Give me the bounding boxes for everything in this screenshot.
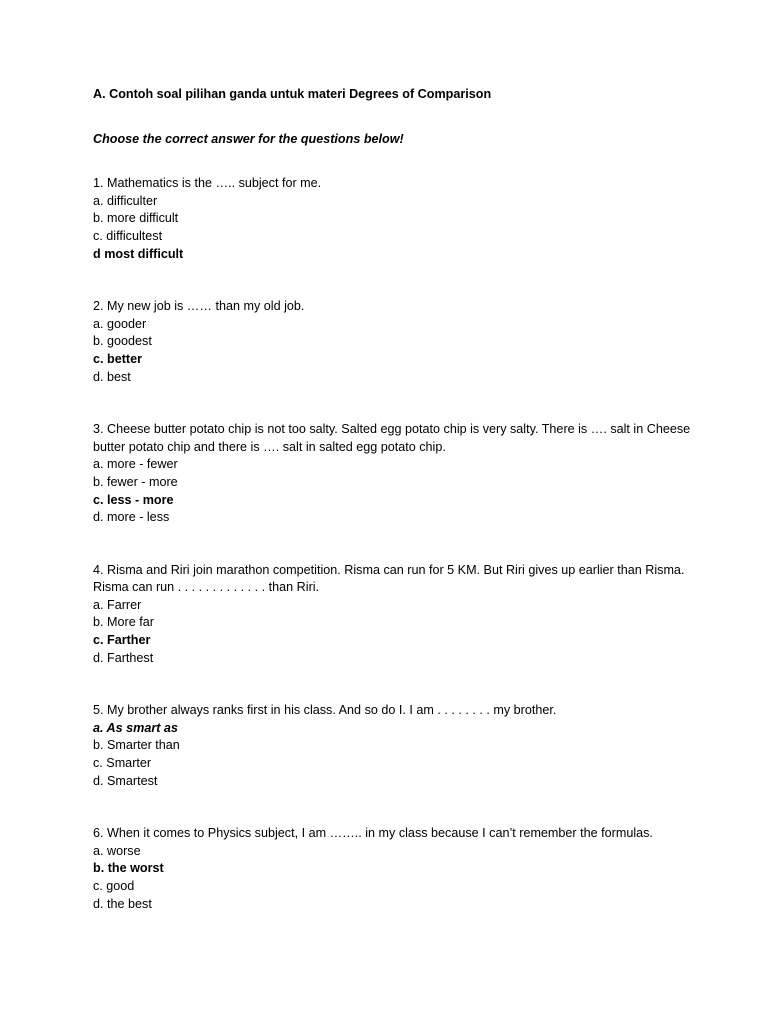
option-a-correct: a. As smart as xyxy=(93,720,178,735)
question-text: 3. Cheese butter potato chip is not too salty. Salted egg potato chip is very salty. There is …. salt in Cheese butter potato chip and there is …. salt in salted egg potato chip. xyxy=(93,422,691,454)
option-c: c. Smarter xyxy=(93,756,152,771)
option-a: a. gooder xyxy=(93,316,147,331)
option-b: b. goodest xyxy=(93,334,152,349)
section-heading: A. Contoh soal pilihan ganda untuk materi Degrees of Comparison xyxy=(93,87,492,101)
option-c-correct: c. better xyxy=(93,351,142,366)
option-c-correct: c. Farther xyxy=(93,633,151,648)
question-4 xyxy=(93,562,693,668)
question-text: 5. My brother always ranks first in his class. And so do I. I am . . . . . . . . my brother. xyxy=(93,703,557,718)
option-a: a. Farrer xyxy=(93,597,142,612)
option-a: a. worse xyxy=(93,843,141,858)
instruction-text: Choose the correct answer for the questions below! xyxy=(93,131,404,146)
question-text: 2. My new job is …… than my old job. xyxy=(93,299,305,314)
option-b: b. More far xyxy=(93,615,154,630)
document-body xyxy=(93,86,693,913)
question-5 xyxy=(93,702,693,790)
question-1 xyxy=(93,175,693,263)
option-a: a. more - fewer xyxy=(93,457,178,472)
option-d-correct: d most difficult xyxy=(93,246,184,261)
option-a: a. difficulter xyxy=(93,193,158,208)
option-d: d. Smartest xyxy=(93,773,158,788)
option-c: c. good xyxy=(93,879,135,893)
question-2 xyxy=(93,298,693,386)
question-text: 4. Risma and Riri join marathon competition. Risma can run for 5 KM. But Riri gives up earlier than Risma. Risma can run . . . . . . . . . . . . . than Riri. xyxy=(93,562,685,595)
option-d: d. more - less xyxy=(93,510,170,525)
option-d: d. Farthest xyxy=(93,650,154,665)
option-c: c. difficultest xyxy=(93,228,163,243)
option-d: d. the best xyxy=(93,896,152,911)
question-6 xyxy=(93,825,693,913)
question-3 xyxy=(93,421,693,527)
option-b-correct: b. the worst xyxy=(93,861,164,876)
option-c-correct: c. less - more xyxy=(93,492,174,507)
option-b: b. fewer - more xyxy=(93,474,178,489)
option-b: b. Smarter than xyxy=(93,738,180,753)
question-text: 6. When it comes to Physics subject, I am …….. in my class because I can’t remember the formulas. xyxy=(93,826,653,841)
option-d: d. best xyxy=(93,369,131,384)
option-b: b. more difficult xyxy=(93,211,179,226)
question-text: 1. Mathematics is the ….. subject for me. xyxy=(93,176,322,191)
